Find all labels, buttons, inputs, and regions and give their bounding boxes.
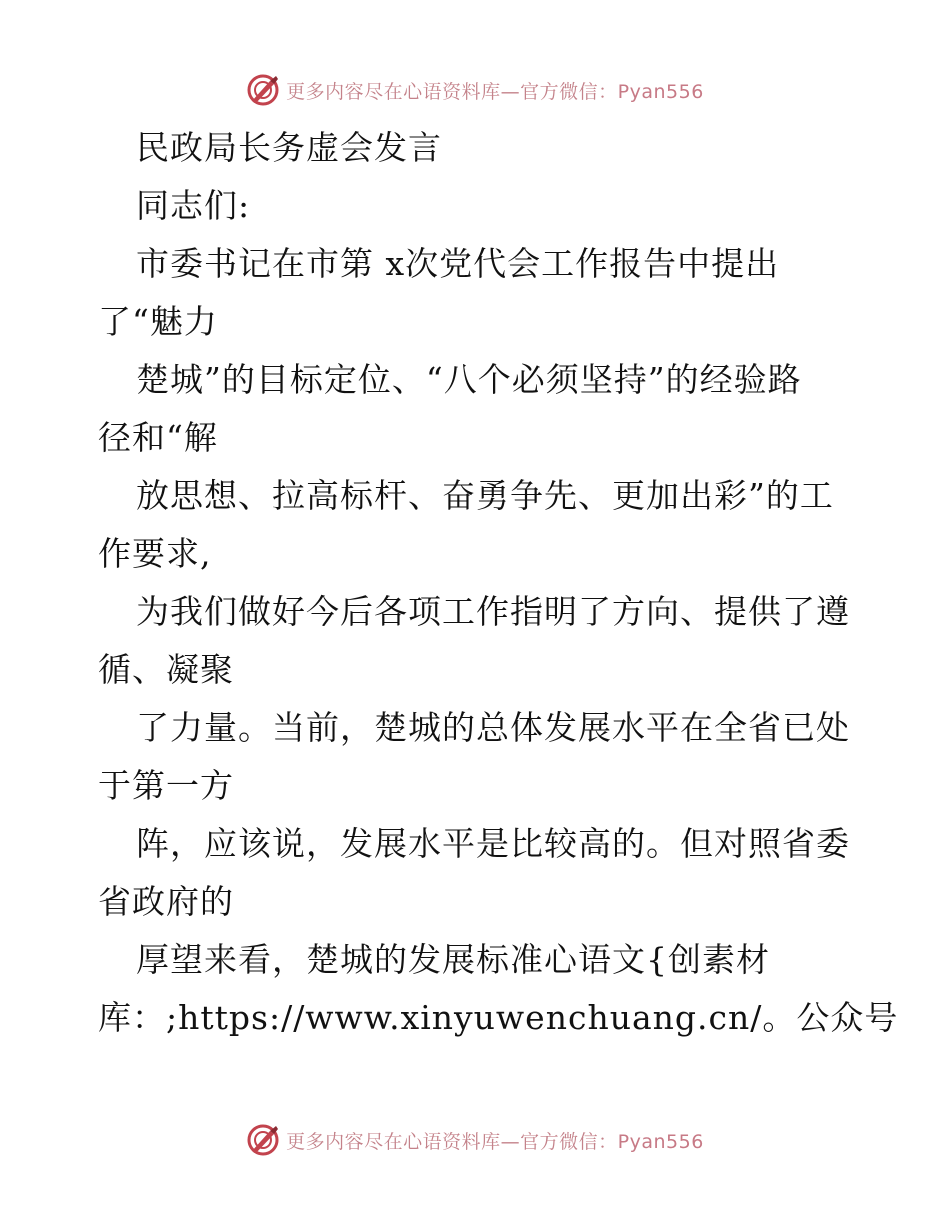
text-line: 厚望来看，楚城的发展标准心语文{创素材 xyxy=(136,940,770,979)
text-line: 作要求, xyxy=(98,534,212,573)
text-line: 了“魅力 xyxy=(98,302,218,341)
text-line: 循、凝聚 xyxy=(98,650,234,689)
pen-logo-icon xyxy=(246,1123,280,1157)
text-line: 了力量。当前，楚城的总体发展水平在全省已处 xyxy=(136,708,850,747)
text-line: 为我们做好今后各项工作指明了方向、提供了遵 xyxy=(136,592,850,631)
text-line: 省政府的 xyxy=(98,882,234,921)
footer-watermark xyxy=(0,1120,950,1160)
text-line: 阵，应该说，发展水平是比较高的。但对照省委 xyxy=(136,824,850,863)
header-watermark xyxy=(0,70,950,110)
text-line: 市委书记在市第 x次党代会工作报告中提出 xyxy=(136,244,780,283)
watermark-text: 更多内容尽在心语资料库—官方微信：Pyan556 xyxy=(286,80,704,103)
wechat-id: Pyan556 xyxy=(617,80,704,103)
watermark-text: 更多内容尽在心语资料库—官方微信：Pyan556 xyxy=(286,1130,704,1153)
text-line: 径和“解 xyxy=(98,418,218,457)
doc-title: 民政局长务虚会发言 xyxy=(136,128,442,167)
text-line: 库：;https://www.xinyuwenchuang.cn/。公众号 xyxy=(98,998,899,1037)
text-line: 于第一方 xyxy=(98,766,234,805)
text-line: 楚城”的目标定位、“八个必须坚持”的经验路 xyxy=(136,360,802,399)
text-line: 放思想、拉高标杆、奋勇争先、更加出彩”的工 xyxy=(136,476,834,515)
salutation: 同志们: xyxy=(136,186,251,225)
wechat-id: Pyan556 xyxy=(617,1130,704,1153)
pen-logo-icon xyxy=(246,73,280,107)
